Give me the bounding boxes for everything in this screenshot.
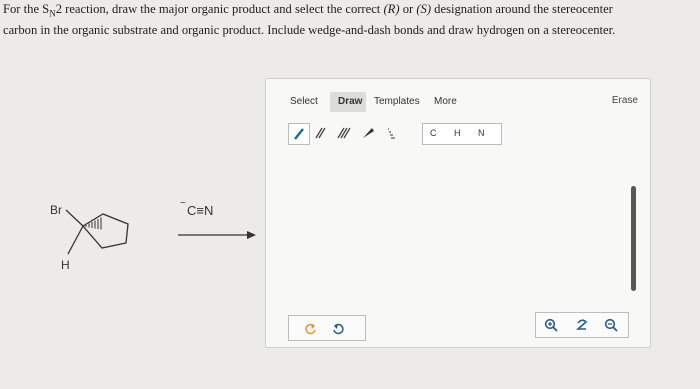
- bond-br: [66, 210, 83, 226]
- reagent-cyanide: C≡N: [187, 203, 214, 218]
- single-bond-tool[interactable]: [288, 123, 310, 145]
- canvas-scrollbar[interactable]: [631, 186, 636, 291]
- prompt-subscript: N: [49, 8, 56, 19]
- erase-button[interactable]: Erase: [611, 95, 638, 106]
- zoom-controls: [535, 312, 629, 338]
- prompt-r: (R): [383, 2, 400, 16]
- triple-bond-tool[interactable]: [334, 123, 354, 143]
- reagent-charge: −: [180, 198, 186, 209]
- dash-bond-tool[interactable]: [382, 123, 402, 143]
- structure-editor[interactable]: [265, 78, 651, 348]
- single-bond-icon: [292, 127, 306, 141]
- atom-h: H: [61, 258, 70, 272]
- cyclopentane-ring: [83, 214, 128, 248]
- zoom-out-button[interactable]: [602, 316, 620, 334]
- wedge-bond-icon: [361, 126, 375, 140]
- tab-more[interactable]: More: [434, 96, 457, 107]
- question-prompt: [3, 1, 693, 38]
- prompt-line-2: carbon in the organic substrate and organic product. Include wedge-and-dash bonds and draw hydrogen on a stereocenter.: [3, 22, 616, 37]
- triple-bond-icon: [336, 126, 352, 140]
- tab-select[interactable]: Select: [290, 96, 318, 107]
- redo-button[interactable]: [329, 319, 347, 337]
- atom-button-h[interactable]: H: [454, 128, 461, 138]
- reset-zoom-icon: [575, 318, 589, 332]
- reaction-scheme: [0, 180, 270, 290]
- tab-templates[interactable]: Templates: [374, 96, 420, 107]
- prompt-line-1: [3, 1, 693, 22]
- reset-zoom-button[interactable]: [573, 316, 591, 334]
- wedge-bond-tool[interactable]: [358, 123, 378, 143]
- double-bond-icon: [313, 126, 327, 140]
- undo-icon: [304, 322, 317, 335]
- double-bond-tool[interactable]: [310, 123, 330, 143]
- atom-br: Br: [50, 203, 62, 217]
- prompt-or: or: [399, 2, 417, 16]
- zoom-out-icon: [604, 318, 618, 332]
- prompt-s: (S): [416, 2, 432, 16]
- draw-toolbar: [288, 123, 502, 145]
- arrow-head: [247, 231, 256, 239]
- prompt-text-c: designation around the stereocenter: [431, 2, 613, 16]
- prompt-text-b: 2 reaction, draw the major organic product and select the correct: [55, 2, 384, 16]
- tab-draw[interactable]: Draw: [338, 96, 363, 107]
- redo-icon: [332, 322, 345, 335]
- dash-bond-icon: [385, 126, 399, 140]
- history-controls: [288, 315, 366, 341]
- atom-button-c[interactable]: C: [430, 128, 437, 138]
- atom-button-n[interactable]: N: [478, 128, 485, 138]
- prompt-text-a: For the S: [3, 2, 50, 16]
- bond-h: [68, 226, 83, 254]
- zoom-in-icon: [544, 318, 558, 332]
- zoom-in-button[interactable]: [542, 316, 560, 334]
- undo-button[interactable]: [301, 319, 319, 337]
